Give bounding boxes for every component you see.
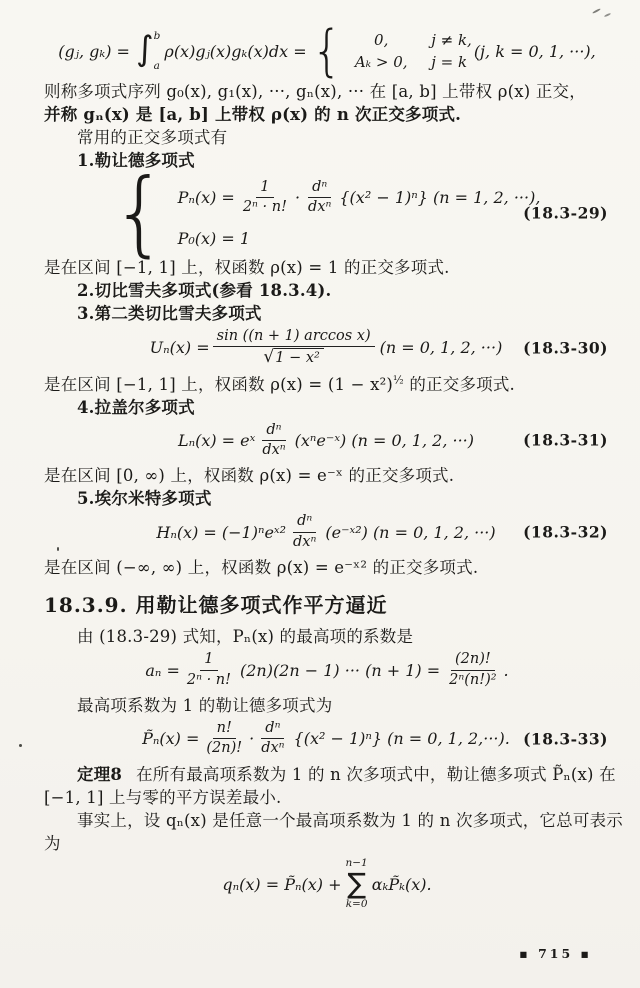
cases-brace-icon: {	[311, 18, 343, 84]
case-value: Aₖ > 0,	[354, 53, 408, 71]
sigma-icon: ∑	[347, 867, 367, 901]
eq-30-rhs: (n = 0, 1, 2, ···)	[379, 338, 503, 358]
eq-33-lhs: P̃ₙ(x) =	[142, 729, 200, 749]
multiplication-dot: ·	[294, 188, 301, 208]
theorem-text: 在所有最高项系数为 1 的 n 次多项式中，勒让德多项式 P̃ₙ(x) 在	[136, 764, 616, 784]
sec-para-2: 最高项系数为 1 的勒让德多项式为	[77, 695, 333, 715]
intro-line-3: 常用的正交多项式有	[77, 128, 228, 147]
fraction-numerator: 1	[200, 651, 217, 670]
fraction	[213, 328, 375, 368]
fraction-denominator: dxⁿ	[261, 740, 285, 757]
item-2-chebyshev-title: 2.切比雪夫多项式(参看 18.3.4).	[77, 280, 332, 300]
system-brace-icon: {	[111, 158, 168, 267]
eq-31-rhs: (xⁿe⁻ˣ) (n = 0, 1, 2, ···)	[294, 430, 475, 450]
eq-29-rhs: {(x² − 1)ⁿ} (n = 1, 2, ···),	[339, 188, 541, 208]
fraction-denominator: dxⁿ	[262, 441, 286, 458]
scan-speck	[592, 8, 601, 14]
fraction-numerator: dⁿ	[262, 422, 285, 441]
scan-speck	[604, 13, 611, 18]
eq-29-body	[111, 158, 543, 267]
theorem-8-line-1	[44, 763, 616, 786]
derivative-fraction	[258, 422, 289, 460]
summation	[345, 858, 367, 911]
derivative-fraction	[257, 720, 288, 758]
intro-line-2: 并称 gₙ(x) 是 [a, b] 上带权 ρ(x) 的 n 次正交多项式.	[44, 105, 462, 124]
integrand: ρ(x)gⱼ(x)gₖ(x)dx =	[164, 41, 307, 61]
note-18-3-30	[44, 373, 610, 396]
case-row	[345, 53, 472, 71]
eq-29-base-case: P₀(x) = 1	[177, 228, 251, 248]
sec-para-1: 由 (18.3-29) 式知，Pₙ(x) 的最高项的系数是	[77, 627, 414, 647]
equation-number: (18.3-31)	[523, 430, 608, 450]
sum-lower-limit: k=0	[345, 898, 368, 911]
eq-32-lhs: Hₙ(x) = (−1)ⁿeˣ²	[156, 522, 287, 542]
eq-leading-coefficient	[44, 651, 610, 689]
eq-18-3-33	[44, 720, 610, 758]
radical-icon: √	[263, 347, 275, 368]
equation-number: (18.3-29)	[523, 203, 608, 223]
equation-number: (18.3-32)	[523, 522, 608, 542]
derivative-fraction	[304, 179, 335, 217]
radicand: 1 − x²	[274, 348, 324, 367]
fraction	[445, 651, 500, 689]
item-5-hermite-title: 5.埃尔米特多项式	[77, 489, 212, 509]
eq-q-lhs: qₙ(x) = P̃ₙ(x) +	[222, 874, 342, 894]
note-18-3-29: 是在区间 [−1, 1] 上，权函数 ρ(x) = 1 的正交多项式.	[44, 257, 450, 277]
fraction-numerator: 1	[256, 179, 273, 198]
equation-number: (18.3-30)	[523, 338, 608, 358]
fraction	[202, 720, 246, 758]
case-value: 0,	[374, 31, 389, 49]
eq-32-rhs: (e⁻ˣ²) (n = 0, 1, 2, ···)	[325, 522, 496, 542]
fraction	[183, 651, 235, 689]
eq-29-lines	[176, 179, 543, 248]
fraction-numerator: sin ((n + 1) arccos x)	[213, 328, 375, 347]
theorem-label: 定理8	[77, 764, 123, 784]
sec-para-3-line-1: 事实上，设 qₙ(x) 是任意一个最高项系数为 1 的 n 次多项式，它总可表示	[77, 810, 623, 830]
fraction-denominator: dxⁿ	[308, 199, 332, 216]
fraction-denominator: 2ⁿ(n!)²	[449, 671, 497, 688]
page-number: ▪ 715 ▪	[519, 946, 592, 961]
sec-para-3-line-2: 为	[44, 833, 61, 853]
fraction-numerator: dⁿ	[293, 513, 316, 532]
eq-18-3-32	[44, 513, 610, 551]
scan-speck	[19, 744, 22, 747]
integral-icon: ∫	[135, 28, 154, 69]
index-range: (j, k = 0, 1, ···),	[473, 41, 596, 61]
note-30-pre: 是在区间 [−1, 1] 上，权函数 ρ(x) = (1 − x²)	[44, 374, 394, 394]
square-root	[263, 348, 323, 367]
section-heading-18-3-9: 18.3.9. 用勒让德多项式作平方逼近	[44, 593, 388, 618]
note-18-3-32: 是在区间 (−∞, ∞) 上，权函数 ρ(x) = e⁻ˣ² 的正交多项式.	[44, 558, 479, 578]
eq-31-lhs: Lₙ(x) = eˣ	[177, 430, 256, 450]
cases-block	[345, 31, 472, 71]
equation-number: (18.3-33)	[523, 729, 608, 749]
case-condition: j = k	[431, 53, 468, 71]
eq-an-lhs: aₙ =	[145, 660, 180, 680]
integral-limits	[154, 29, 161, 73]
item-4-laguerre-title: 4.拉盖尔多项式	[77, 397, 195, 417]
integral-lower-limit: a	[153, 59, 160, 72]
eq-18-3-30	[44, 328, 610, 368]
fraction-numerator: dⁿ	[308, 179, 331, 198]
fraction-numerator: dⁿ	[261, 720, 284, 739]
eq-30-lhs: Uₙ(x) =	[149, 338, 210, 358]
eq-an-period: .	[503, 660, 509, 680]
fraction-denominator: 2ⁿ · n!	[186, 671, 231, 688]
eq-29-lhs: Pₙ(x) =	[177, 188, 235, 208]
note-30-exponent: ½	[393, 373, 404, 387]
note-30-post: 的正交多项式.	[403, 374, 515, 394]
eq-29-line-2	[176, 229, 252, 248]
eq-33-rhs: {(x² − 1)ⁿ} (n = 0, 1, 2,···).	[293, 729, 510, 749]
integral-upper-limit: b	[153, 30, 161, 42]
derivative-fraction	[289, 513, 320, 551]
fraction-denominator: 2ⁿ · n!	[242, 199, 287, 216]
multiplication-dot: ·	[249, 729, 255, 749]
fraction-denominator: dxⁿ	[293, 533, 317, 550]
fraction-denominator: (2n)!	[206, 740, 243, 757]
eq-29-line-1	[176, 179, 543, 217]
theorem-8-line-2: [−1, 1] 上与零的平方误差最小.	[44, 787, 282, 807]
case-condition: j ≠ k,	[431, 31, 472, 49]
scan-speck	[57, 547, 59, 551]
item-3-chebyshev2-title: 3.第二类切比雪夫多项式	[77, 303, 262, 323]
eq-qn-expansion	[44, 858, 610, 911]
eq-18-3-31	[44, 422, 610, 460]
note-18-3-31: 是在区间 [0, ∞) 上，权函数 ρ(x) = e⁻ˣ 的正交多项式.	[44, 466, 455, 486]
intro-line-1: 则称多项式序列 g₀(x), g₁(x), ···, gₙ(x), ··· 在 [a, b] 上带权 ρ(x) 正交，	[44, 82, 586, 101]
fraction-denominator	[259, 347, 327, 367]
item-1-legendre-title: 1.勒让德多项式	[77, 151, 195, 170]
eq-an-mid: (2n)(2n − 1) ··· (n + 1) =	[239, 660, 441, 680]
fraction-numerator: (2n)!	[451, 651, 495, 670]
eq-inner-product	[44, 18, 610, 84]
inner-product-lhs: (gⱼ, gₖ) =	[58, 41, 130, 61]
fraction	[239, 179, 291, 217]
sum-upper-limit: n−1	[345, 856, 368, 869]
eq-q-rhs: αₖP̃ₖ(x).	[371, 874, 432, 894]
integral	[136, 29, 160, 73]
fraction-numerator: n!	[213, 720, 236, 739]
case-row	[345, 31, 472, 49]
